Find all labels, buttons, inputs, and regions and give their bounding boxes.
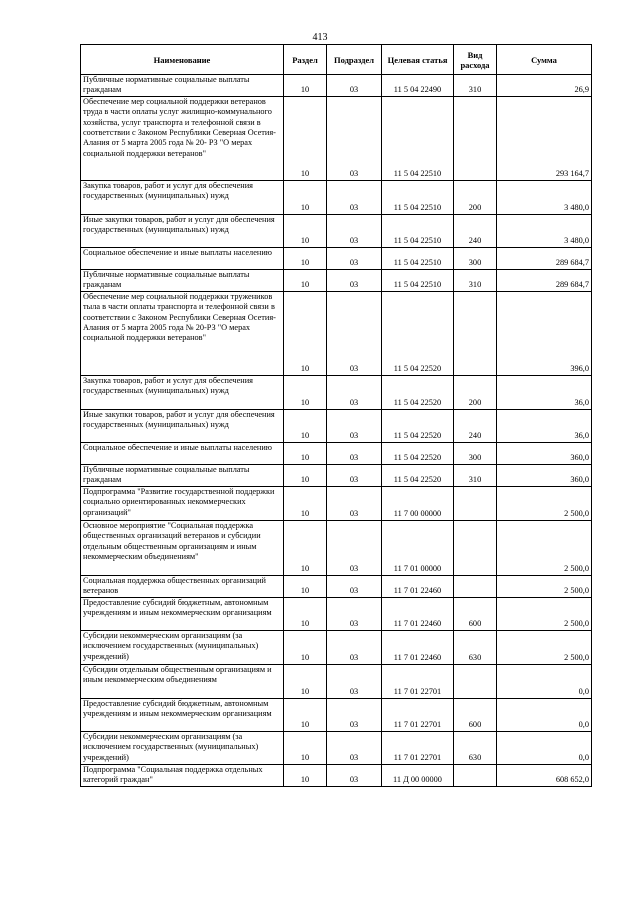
table-cell-subsection: 03 <box>327 520 382 575</box>
table-cell-subsection: 03 <box>327 375 382 409</box>
table-cell-subsection: 03 <box>327 442 382 464</box>
table-cell-subsection: 03 <box>327 464 382 486</box>
table-row <box>81 247 592 269</box>
table-cell-target: 11 5 04 22510 <box>382 269 454 291</box>
table-cell-name: Иные закупки товаров, работ и услуг для обеспечения государственных (муниципальных) нужд <box>81 409 284 442</box>
table-cell-subsection: 03 <box>327 486 382 520</box>
table-row <box>81 630 592 664</box>
table-cell-target: 11 5 04 22510 <box>382 247 454 269</box>
table-cell-sum: 396,0 <box>497 291 592 375</box>
table-cell-sum: 0,0 <box>497 664 592 698</box>
table-cell-target: 11 5 04 22510 <box>382 180 454 214</box>
table-cell-subsection: 03 <box>327 180 382 214</box>
header-sum: Сумма <box>497 45 592 75</box>
table-cell-target: 11 5 04 22520 <box>382 442 454 464</box>
table-cell-target: 11 7 01 22460 <box>382 597 454 630</box>
table-cell-name: Социальное обеспечение и иные выплаты населению <box>81 247 284 269</box>
table-cell-subsection: 03 <box>327 575 382 597</box>
table-cell-target: 11 Д 00 00000 <box>382 764 454 786</box>
table-cell-target: 11 5 04 22520 <box>382 375 454 409</box>
table-cell-target: 11 7 01 22701 <box>382 698 454 731</box>
page-number: 413 <box>312 32 328 43</box>
table-row <box>81 214 592 247</box>
table-row <box>81 731 592 764</box>
table-cell-name: Публичные нормативные социальные выплаты гражданам <box>81 464 284 486</box>
table-cell-name: Субсидии некоммерческим организациям (за исключением государственных (муниципальных) учреждений) <box>81 630 284 664</box>
table-cell-subsection: 03 <box>327 731 382 764</box>
table-cell-sum: 26,9 <box>497 75 592 97</box>
table-cell-sum: 608 652,0 <box>497 764 592 786</box>
table-cell-section: 10 <box>284 214 327 247</box>
table-cell-section: 10 <box>284 180 327 214</box>
table-row <box>81 764 592 786</box>
header-target: Целевая статья <box>382 45 454 75</box>
table-cell-name: Социальная поддержка общественных организаций ветеранов <box>81 575 284 597</box>
table-cell-sum: 2 500,0 <box>497 597 592 630</box>
table-row <box>81 442 592 464</box>
table-cell-sum: 36,0 <box>497 375 592 409</box>
table-row <box>81 375 592 409</box>
table-cell-type <box>454 575 497 597</box>
table-cell-subsection: 03 <box>327 597 382 630</box>
table-cell-name: Подпрограмма "Социальная поддержка отдельных категорий граждан" <box>81 764 284 786</box>
table-cell-sum: 360,0 <box>497 442 592 464</box>
table-cell-subsection: 03 <box>327 409 382 442</box>
table-cell-name: Предоставление субсидий бюджетным, автономным учреждениям и иным некоммерческим организациям <box>81 597 284 630</box>
table-cell-section: 10 <box>284 464 327 486</box>
table-cell-target: 11 7 01 22460 <box>382 575 454 597</box>
table-row <box>81 575 592 597</box>
table-cell-type: 310 <box>454 269 497 291</box>
table-cell-target: 11 7 01 22701 <box>382 731 454 764</box>
table-cell-type: 630 <box>454 630 497 664</box>
table-cell-type: 300 <box>454 442 497 464</box>
table-cell-section: 10 <box>284 486 327 520</box>
table-cell-sum: 3 480,0 <box>497 180 592 214</box>
table-row <box>81 464 592 486</box>
table-cell-section: 10 <box>284 575 327 597</box>
table-row <box>81 664 592 698</box>
table-cell-target: 11 5 04 22510 <box>382 214 454 247</box>
table-cell-subsection: 03 <box>327 269 382 291</box>
table-cell-type: 200 <box>454 180 497 214</box>
table-cell-sum: 36,0 <box>497 409 592 442</box>
table-cell-sum: 289 684,7 <box>497 247 592 269</box>
table-cell-target: 11 5 04 22510 <box>382 96 454 180</box>
table-cell-subsection: 03 <box>327 291 382 375</box>
table-cell-target: 11 7 01 00000 <box>382 520 454 575</box>
table-cell-name: Публичные нормативные социальные выплаты гражданам <box>81 75 284 97</box>
table-cell-sum: 360,0 <box>497 464 592 486</box>
table-cell-type <box>454 291 497 375</box>
table-cell-type: 600 <box>454 597 497 630</box>
table-cell-type <box>454 664 497 698</box>
table-cell-target: 11 7 01 22701 <box>382 664 454 698</box>
table-cell-type: 240 <box>454 409 497 442</box>
table-row <box>81 180 592 214</box>
table-row <box>81 96 592 180</box>
table-cell-name: Публичные нормативные социальные выплаты гражданам <box>81 269 284 291</box>
table-cell-name: Обеспечение мер социальной поддержки тружеников тыла в части оплаты транспорта и телефонной связи в соответствии с Законом Республики Северная Осетия-Алания от 5 марта 2005 года № 20-РЗ "О мерах социальной поддержки ветеранов" <box>81 291 284 375</box>
table-cell-name: Субсидии некоммерческим организациям (за исключением государственных (муниципальных) учреждений) <box>81 731 284 764</box>
header-subsection: Подраздел <box>327 45 382 75</box>
table-cell-type <box>454 520 497 575</box>
table-cell-type <box>454 486 497 520</box>
header-name: Наименование <box>81 45 284 75</box>
table-cell-target: 11 5 04 22520 <box>382 409 454 442</box>
table-cell-subsection: 03 <box>327 630 382 664</box>
table-cell-type: 600 <box>454 698 497 731</box>
table-cell-subsection: 03 <box>327 247 382 269</box>
table-cell-sum: 2 500,0 <box>497 486 592 520</box>
table-cell-sum: 2 500,0 <box>497 630 592 664</box>
table-cell-target: 11 7 00 00000 <box>382 486 454 520</box>
table-cell-name: Социальное обеспечение и иные выплаты населению <box>81 442 284 464</box>
table-cell-section: 10 <box>284 442 327 464</box>
table-cell-type: 310 <box>454 75 497 97</box>
table-row <box>81 698 592 731</box>
table-row <box>81 75 592 97</box>
table-cell-name: Обеспечение мер социальной поддержки ветеранов труда в части оплаты услуг жилищно-коммунального хозяйства, услуг транспорта и телефонной связи в соответствии с Законом Республики Северная Осетия-Алания от 5 марта 2005 года № 20- РЗ "О мерах социальной поддержки ветеранов" <box>81 96 284 180</box>
table-cell-sum: 2 500,0 <box>497 520 592 575</box>
table-cell-section: 10 <box>284 409 327 442</box>
table-cell-sum: 0,0 <box>497 698 592 731</box>
table-cell-name: Подпрограмма "Развитие государственной поддержки социально ориентированных некоммерческих организаций" <box>81 486 284 520</box>
table-cell-section: 10 <box>284 597 327 630</box>
table-cell-type <box>454 764 497 786</box>
table-cell-section: 10 <box>284 698 327 731</box>
table-row <box>81 269 592 291</box>
table-cell-subsection: 03 <box>327 664 382 698</box>
table-cell-target: 11 7 01 22460 <box>382 630 454 664</box>
budget-table <box>80 44 592 787</box>
table-cell-sum: 293 164,7 <box>497 96 592 180</box>
table-cell-name: Иные закупки товаров, работ и услуг для обеспечения государственных (муниципальных) нужд <box>81 214 284 247</box>
table-cell-type: 310 <box>454 464 497 486</box>
table-row <box>81 520 592 575</box>
table-cell-type <box>454 96 497 180</box>
table-cell-subsection: 03 <box>327 75 382 97</box>
table-cell-type: 240 <box>454 214 497 247</box>
table-cell-name: Закупка товаров, работ и услуг для обеспечения государственных (муниципальных) нужд <box>81 375 284 409</box>
table-body <box>81 75 592 787</box>
table-cell-type: 200 <box>454 375 497 409</box>
table-row <box>81 597 592 630</box>
table-cell-section: 10 <box>284 630 327 664</box>
table-cell-name: Субсидии отдельным общественным организациям и иным некоммерческим объединениям <box>81 664 284 698</box>
table-cell-section: 10 <box>284 247 327 269</box>
table-cell-target: 11 5 04 22520 <box>382 464 454 486</box>
table-cell-subsection: 03 <box>327 96 382 180</box>
table-row <box>81 409 592 442</box>
table-cell-section: 10 <box>284 664 327 698</box>
table-cell-section: 10 <box>284 375 327 409</box>
table-row <box>81 291 592 375</box>
table-row <box>81 486 592 520</box>
table-cell-type: 300 <box>454 247 497 269</box>
table-cell-target: 11 5 04 22490 <box>382 75 454 97</box>
table-cell-section: 10 <box>284 96 327 180</box>
table-cell-subsection: 03 <box>327 764 382 786</box>
table-cell-name: Закупка товаров, работ и услуг для обеспечения государственных (муниципальных) нужд <box>81 180 284 214</box>
header-section: Раздел <box>284 45 327 75</box>
table-cell-type: 630 <box>454 731 497 764</box>
table-cell-section: 10 <box>284 764 327 786</box>
table-cell-section: 10 <box>284 731 327 764</box>
table-cell-sum: 289 684,7 <box>497 269 592 291</box>
table-cell-name: Предоставление субсидий бюджетным, автономным учреждениям и иным некоммерческим организациям <box>81 698 284 731</box>
table-header-row <box>81 45 592 75</box>
table-cell-sum: 2 500,0 <box>497 575 592 597</box>
table-cell-section: 10 <box>284 291 327 375</box>
table-cell-subsection: 03 <box>327 698 382 731</box>
table-cell-name: Основное мероприятие "Социальная поддержка общественных организаций ветеранов и субсидии отдельным общественным организациям и иным некоммерческим объединениям" <box>81 520 284 575</box>
table-cell-sum: 3 480,0 <box>497 214 592 247</box>
table-cell-section: 10 <box>284 75 327 97</box>
table-cell-section: 10 <box>284 520 327 575</box>
table-cell-target: 11 5 04 22520 <box>382 291 454 375</box>
table-cell-sum: 0,0 <box>497 731 592 764</box>
table-cell-subsection: 03 <box>327 214 382 247</box>
table-cell-section: 10 <box>284 269 327 291</box>
header-type: Вид расхода <box>454 45 497 75</box>
